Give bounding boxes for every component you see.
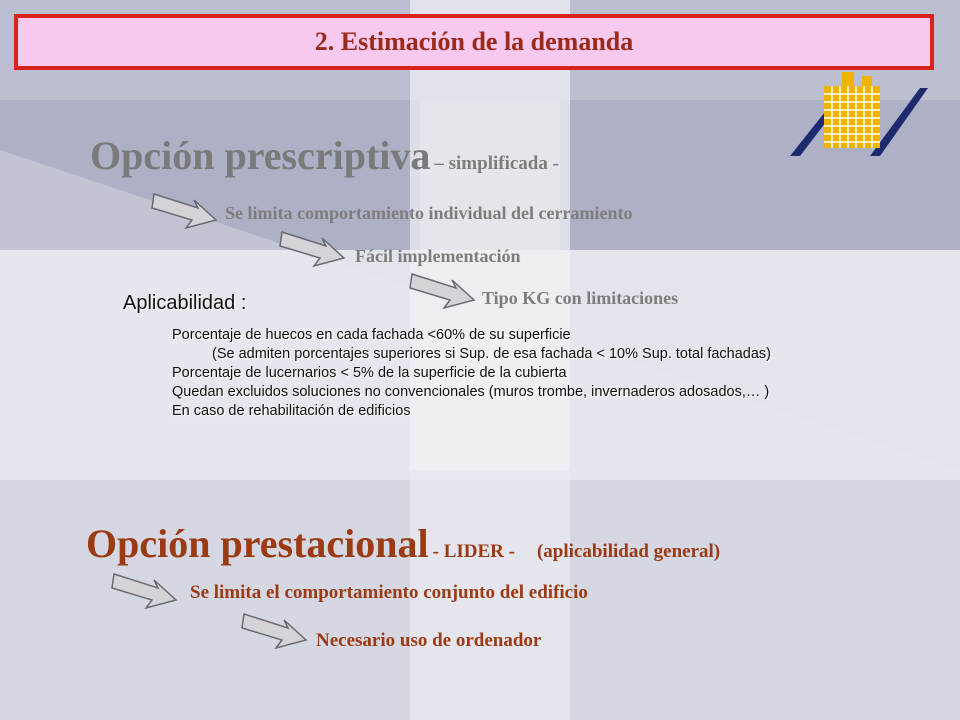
prescriptive-subheading: – simplificada -: [434, 153, 559, 174]
prescriptive-heading: Opción prescriptiva: [90, 133, 431, 178]
arrow-right-icon: [110, 570, 180, 616]
performance-subheading: - LIDER -: [432, 541, 515, 562]
prescriptive-point-3: Tipo KG con limitaciones: [482, 288, 679, 308]
arrow-right-icon: [408, 270, 478, 316]
building-logo-icon: [782, 68, 932, 160]
prescriptive-title-row: [90, 132, 559, 179]
arrow-right-icon: [278, 228, 348, 274]
performance-note: (aplicabilidad general): [536, 541, 721, 562]
list-item: En caso de rehabilitación de edificios: [172, 403, 411, 419]
prescriptive-point-1: Se limita comportamiento individual del cerramiento: [225, 203, 633, 223]
arrow-right-icon: [240, 610, 310, 656]
list-item: Porcentaje de lucernarios < 5% de la superficie de la cubierta: [172, 365, 567, 381]
performance-point-2: Necesario uso de ordenador: [316, 630, 542, 651]
list-item: (Se admiten porcentajes superiores si Sup. de esa fachada < 10% Sup. total fachadas): [212, 346, 771, 362]
arrow-right-icon: [150, 190, 220, 236]
page-title: 2. Estimación de la demanda: [314, 27, 634, 56]
list-item: Quedan excluidos soluciones no convencionales (muros trombe, invernaderos adosados,… ): [172, 384, 770, 400]
applicability-heading: Aplicabilidad :: [123, 292, 247, 314]
list-item: Porcentaje de huecos en cada fachada <60% de su superficie: [172, 327, 571, 343]
performance-point-1: Se limita el comportamiento conjunto del edificio: [190, 582, 588, 603]
applicability-list: [172, 326, 771, 421]
prescriptive-point-2: Fácil implementación: [355, 246, 521, 266]
performance-heading: Opción prestacional: [86, 521, 429, 566]
title-bar: [14, 14, 934, 70]
performance-title-row: [86, 520, 720, 567]
